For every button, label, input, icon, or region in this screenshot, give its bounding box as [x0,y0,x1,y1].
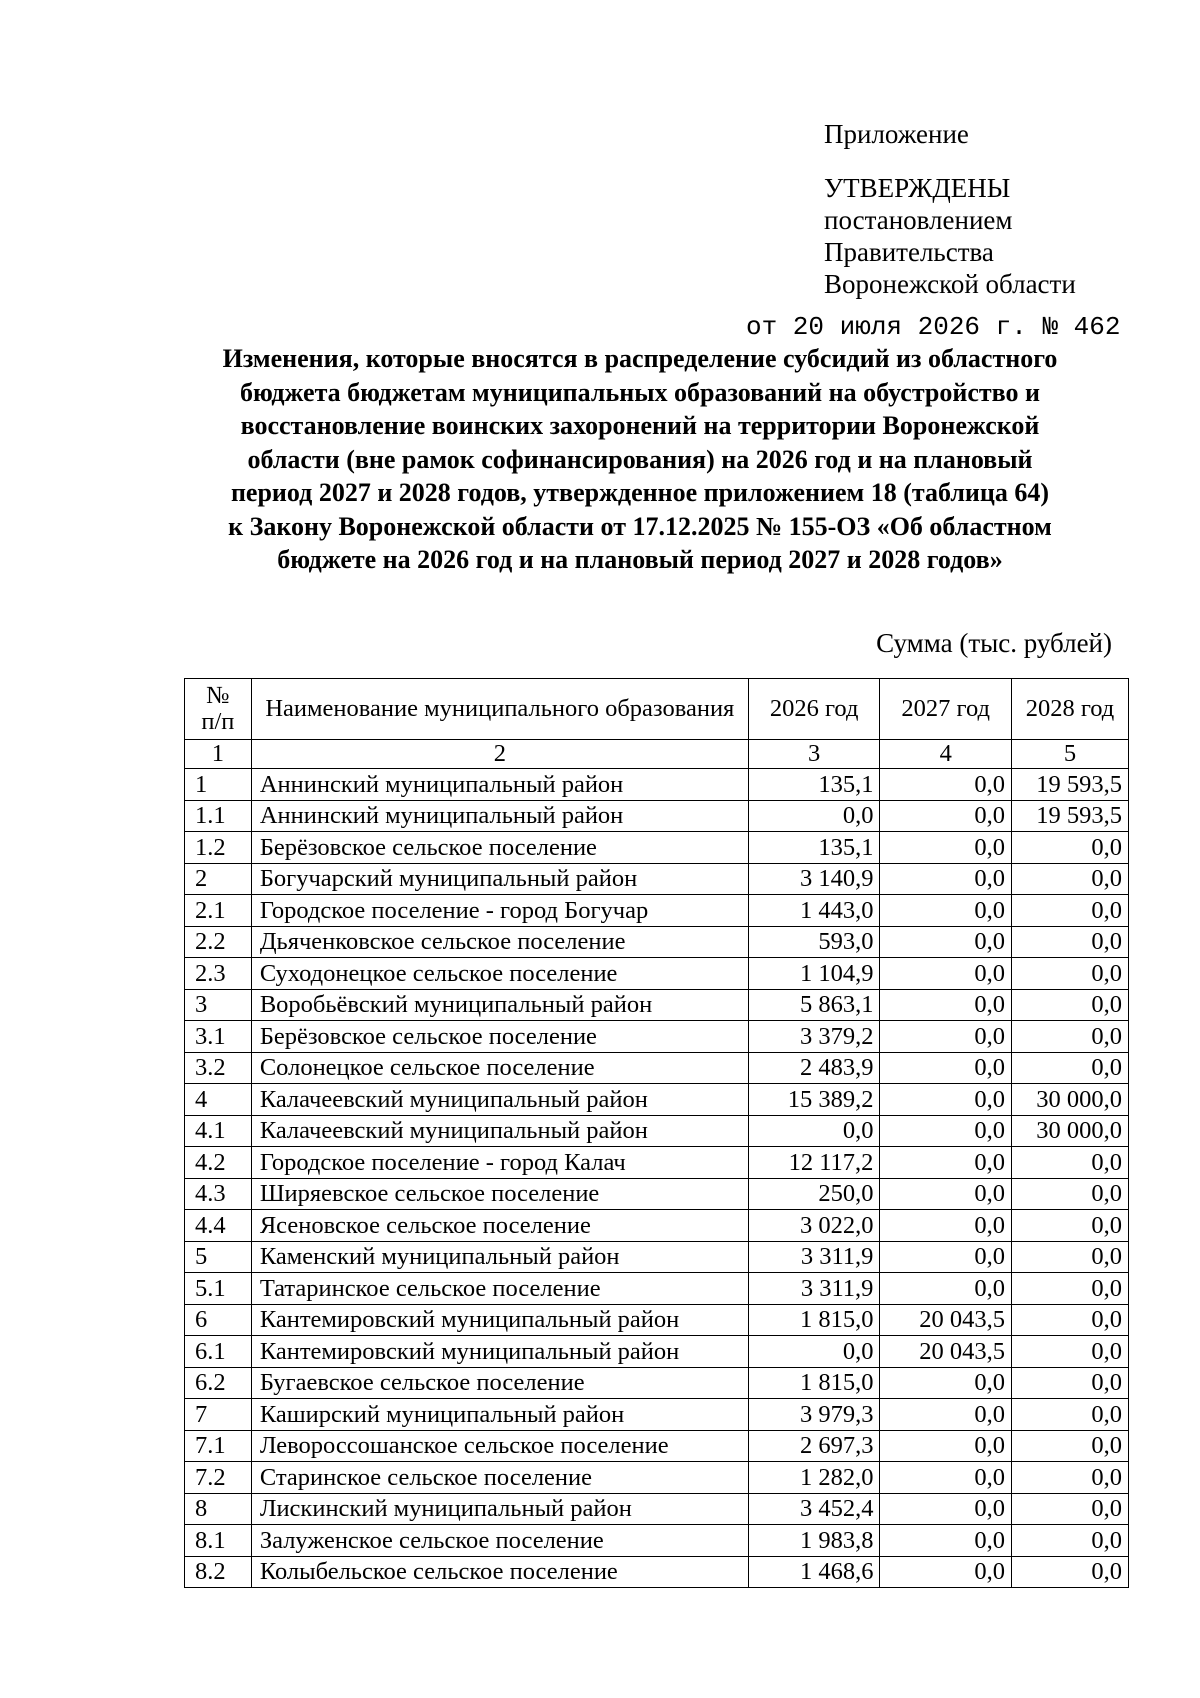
row-number: 8.1 [185,1525,252,1557]
table-body [185,769,1129,1588]
row-number: 4.4 [185,1210,252,1242]
table-row [185,926,1129,958]
amount-2026: 3 311,9 [748,1241,880,1273]
row-number: 1 [185,769,252,801]
municipality-name: Кантемировский муниципальный район [251,1304,748,1336]
approved-line-3: Воронежской области [824,269,1076,299]
amount-2026: 5 863,1 [748,989,880,1021]
municipality-name: Кантемировский муниципальный район [251,1336,748,1368]
amount-2028: 0,0 [1012,1021,1129,1053]
amount-2026: 135,1 [748,832,880,864]
title-line: период 2027 и 2028 годов, утвержденное приложением 18 (таблица 64) [230,478,1050,507]
row-number: 8 [185,1493,252,1525]
row-number: 3 [185,989,252,1021]
document-title [160,342,1120,577]
amount-2026: 0,0 [748,1115,880,1147]
row-number: 3.1 [185,1021,252,1053]
municipality-name: Калачеевский муниципальный район [251,1084,748,1116]
amount-2026: 15 389,2 [748,1084,880,1116]
amount-2028: 0,0 [1012,1178,1129,1210]
amount-2026: 593,0 [748,926,880,958]
amount-2028: 0,0 [1012,1556,1129,1588]
amount-2026: 3 379,2 [748,1021,880,1053]
table-row [185,1147,1129,1179]
table-row [185,800,1129,832]
amount-2028: 19 593,5 [1012,769,1129,801]
column-index: 3 [748,740,880,769]
row-number: 2.2 [185,926,252,958]
municipality-name: Ясеновское сельское поселение [251,1210,748,1242]
header-2026: 2026 год [748,679,880,740]
row-number: 1.2 [185,832,252,864]
table-row [185,1021,1129,1053]
municipality-name: Богучарский муниципальный район [251,863,748,895]
appendix-label: Приложение [824,119,969,149]
amount-2028: 30 000,0 [1012,1115,1129,1147]
row-number: 4.3 [185,1178,252,1210]
row-number: 7 [185,1399,252,1431]
amount-2027: 0,0 [880,769,1012,801]
row-number: 3.2 [185,1052,252,1084]
municipality-name: Городское поселение - город Калач [251,1147,748,1179]
amount-2028: 0,0 [1012,1336,1129,1368]
table-row [185,1525,1129,1557]
table-row [185,1210,1129,1242]
amount-2026: 135,1 [748,769,880,801]
column-index: 5 [1012,740,1129,769]
amount-2027: 20 043,5 [880,1336,1012,1368]
amount-2026: 1 468,6 [748,1556,880,1588]
amount-2027: 20 043,5 [880,1304,1012,1336]
amount-2027: 0,0 [880,800,1012,832]
column-index: 4 [880,740,1012,769]
municipality-name: Городское поселение - город Богучар [251,895,748,927]
municipality-name: Аннинский муниципальный район [251,800,748,832]
row-number: 7.2 [185,1462,252,1494]
date-number-stamp: от 20 июля 2026 г. № 462 [746,312,1121,342]
amount-2028: 0,0 [1012,1147,1129,1179]
municipality-name: Залуженское сельское поселение [251,1525,748,1557]
row-number: 6.2 [185,1367,252,1399]
row-number: 2.1 [185,895,252,927]
table-header-row [185,679,1129,740]
amount-2027: 0,0 [880,1399,1012,1431]
column-index: 1 [185,740,252,769]
table-row [185,1367,1129,1399]
table-row [185,1178,1129,1210]
amount-2026: 1 443,0 [748,895,880,927]
table-row [185,1462,1129,1494]
title-line: к Закону Воронежской области от 17.12.2025 № 155-ОЗ «Об областном [228,511,1052,541]
municipality-name: Каширский муниципальный район [251,1399,748,1431]
municipality-name: Берёзовское сельское поселение [251,832,748,864]
table-row [185,1241,1129,1273]
amount-2027: 0,0 [880,1525,1012,1557]
amount-2028: 0,0 [1012,895,1129,927]
amount-2026: 2 483,9 [748,1052,880,1084]
amount-2027: 0,0 [880,895,1012,927]
amount-2027: 0,0 [880,1084,1012,1116]
amount-2027: 0,0 [880,1493,1012,1525]
header-2028: 2028 год [1012,679,1129,740]
amount-2028: 0,0 [1012,1241,1129,1273]
amount-2026: 3 022,0 [748,1210,880,1242]
row-number: 6.1 [185,1336,252,1368]
amount-2027: 0,0 [880,1052,1012,1084]
amount-2027: 0,0 [880,1273,1012,1305]
column-index: 2 [251,740,748,769]
table-row [185,1084,1129,1116]
amount-2026: 1 104,9 [748,958,880,990]
amount-2028: 0,0 [1012,863,1129,895]
table-row [185,1052,1129,1084]
unit-label: Сумма (тыс. рублей) [876,628,1112,658]
municipality-name: Аннинский муниципальный район [251,769,748,801]
amount-2028: 0,0 [1012,832,1129,864]
table-row [185,989,1129,1021]
municipality-name: Калачеевский муниципальный район [251,1115,748,1147]
amount-2028: 0,0 [1012,1210,1129,1242]
amount-2026: 1 815,0 [748,1367,880,1399]
row-number: 2.3 [185,958,252,990]
amount-2027: 0,0 [880,1021,1012,1053]
row-number: 1.1 [185,800,252,832]
amount-2027: 0,0 [880,1556,1012,1588]
amount-2026: 3 452,4 [748,1493,880,1525]
amount-2028: 30 000,0 [1012,1084,1129,1116]
row-number: 2 [185,863,252,895]
header-name: Наименование муниципального образования [251,679,748,740]
row-number: 7.1 [185,1430,252,1462]
title-line: области (вне рамок софинансирования) на 2026 год и на плановый [247,444,1033,474]
subsidy-table [184,678,1129,1588]
municipality-name: Берёзовское сельское поселение [251,1021,748,1053]
table-row [185,1336,1129,1368]
table-row [185,1273,1129,1305]
amount-2027: 0,0 [880,1430,1012,1462]
amount-2026: 3 979,3 [748,1399,880,1431]
header-2027: 2027 год [880,679,1012,740]
row-number: 6 [185,1304,252,1336]
amount-2026: 2 697,3 [748,1430,880,1462]
table-row [185,1493,1129,1525]
municipality-name: Старинское сельское поселение [251,1462,748,1494]
municipality-name: Татаринское сельское поселение [251,1273,748,1305]
municipality-name: Суходонецкое сельское поселение [251,958,748,990]
table-row [185,1430,1129,1462]
amount-2027: 0,0 [880,958,1012,990]
amount-2026: 3 311,9 [748,1273,880,1305]
municipality-name: Ширяевское сельское поселение [251,1178,748,1210]
amount-2026: 1 983,8 [748,1525,880,1557]
amount-2028: 0,0 [1012,989,1129,1021]
amount-2028: 0,0 [1012,958,1129,990]
amount-2028: 0,0 [1012,1525,1129,1557]
municipality-name: Бугаевское сельское поселение [251,1367,748,1399]
amount-2027: 0,0 [880,989,1012,1021]
table-row [185,832,1129,864]
amount-2028: 0,0 [1012,1430,1129,1462]
amount-2028: 0,0 [1012,1399,1129,1431]
row-number: 4.1 [185,1115,252,1147]
amount-2027: 0,0 [880,863,1012,895]
amount-2028: 0,0 [1012,1304,1129,1336]
table-row [185,1115,1129,1147]
municipality-name: Дьяченковское сельское поселение [251,926,748,958]
row-number: 5 [185,1241,252,1273]
amount-2026: 1 815,0 [748,1304,880,1336]
header-number: № п/п [185,679,252,740]
amount-2028: 0,0 [1012,926,1129,958]
amount-2027: 0,0 [880,832,1012,864]
amount-2028: 19 593,5 [1012,800,1129,832]
amount-2027: 0,0 [880,1178,1012,1210]
municipality-name: Каменский муниципальный район [251,1241,748,1273]
table-row [185,769,1129,801]
amount-2026: 1 282,0 [748,1462,880,1494]
table-row [185,1304,1129,1336]
amount-2027: 0,0 [880,1241,1012,1273]
row-number: 4.2 [185,1147,252,1179]
table-row [185,1556,1129,1588]
approved-label: УТВЕРЖДЕНЫ [824,173,1011,203]
municipality-name: Левороссошанское сельское поселение [251,1430,748,1462]
amount-2028: 0,0 [1012,1273,1129,1305]
table-row [185,1399,1129,1431]
amount-2026: 3 140,9 [748,863,880,895]
municipality-name: Лискинский муниципальный район [251,1493,748,1525]
amount-2027: 0,0 [880,926,1012,958]
amount-2026: 0,0 [748,1336,880,1368]
amount-2027: 0,0 [880,1115,1012,1147]
amount-2027: 0,0 [880,1210,1012,1242]
approved-line-1: постановлением [824,205,1013,235]
row-number: 8.2 [185,1556,252,1588]
amount-2027: 0,0 [880,1147,1012,1179]
amount-2027: 0,0 [880,1367,1012,1399]
title-line: Изменения, которые вносятся в распределение субсидий из областного [222,344,1058,373]
amount-2026: 250,0 [748,1178,880,1210]
amount-2026: 12 117,2 [748,1147,880,1179]
table-row [185,863,1129,895]
row-number: 5.1 [185,1273,252,1305]
table-row [185,895,1129,927]
amount-2027: 0,0 [880,1462,1012,1494]
approved-line-2: Правительства [824,237,994,267]
amount-2028: 0,0 [1012,1367,1129,1399]
municipality-name: Солонецкое сельское поселение [251,1052,748,1084]
approval-block [824,118,1076,300]
amount-2028: 0,0 [1012,1462,1129,1494]
table-row [185,958,1129,990]
title-line: бюджете на 2026 год и на плановый период 2027 и 2028 годов» [277,545,1003,574]
municipality-name: Колыбельское сельское поселение [251,1556,748,1588]
title-line: бюджета бюджетам муниципальных образований на обустройство и [239,377,1041,407]
municipality-name: Воробьёвский муниципальный район [251,989,748,1021]
title-line: восстановление воинских захоронений на территории Воронежской [240,411,1040,440]
amount-2026: 0,0 [748,800,880,832]
amount-2028: 0,0 [1012,1052,1129,1084]
column-index-row [185,740,1129,769]
row-number: 4 [185,1084,252,1116]
amount-2028: 0,0 [1012,1493,1129,1525]
